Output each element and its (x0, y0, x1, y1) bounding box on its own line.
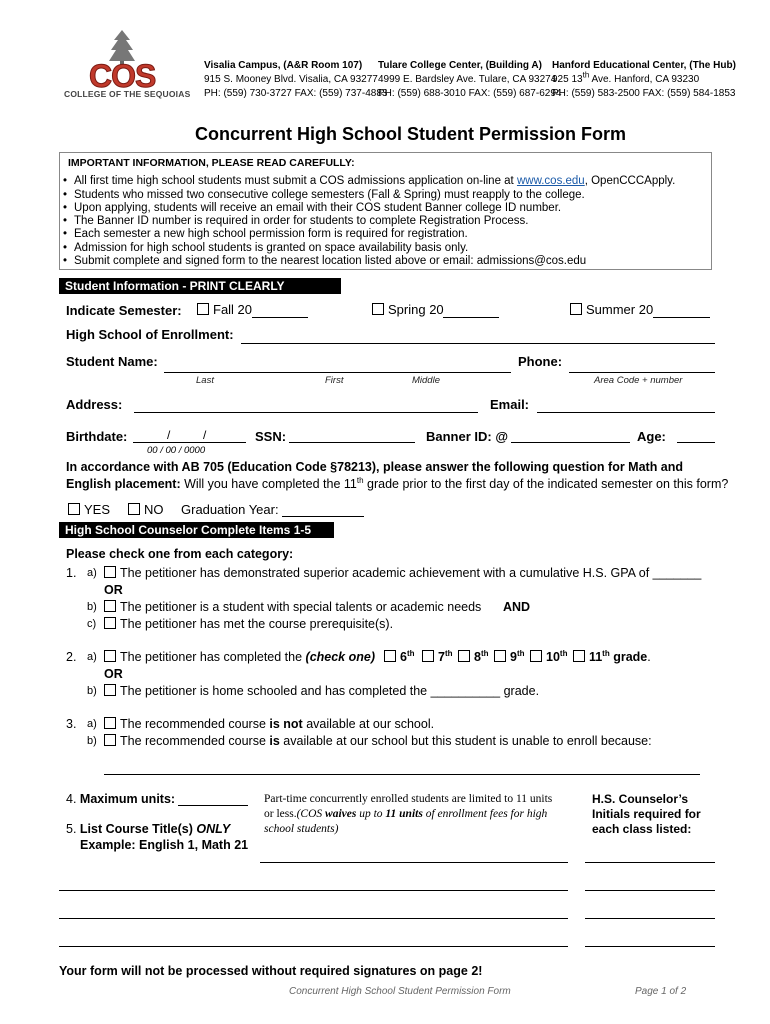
units-note: Part-time concurrently enrolled students are limited to 11 units or less.(COS waives up to 11 units of enrollment fees for high school students) (264, 793, 553, 835)
birthdate-format-hint: 00 / 00 / 0000 (147, 445, 206, 456)
q1c-checkbox[interactable] (104, 617, 116, 629)
first-name-hint: First (325, 375, 344, 386)
campus-name: Tulare College Center, (Building A) (378, 60, 542, 71)
info-bullet: • Students who missed two consecutive college semesters (Fall & Spring) must reapply to the college. (74, 189, 585, 201)
semester-summer[interactable]: Summer 20 (570, 302, 653, 317)
campus-phone: PH: (559) 583-2500 FAX: (559) 584-1853 (552, 88, 736, 99)
campus-name: Hanford Educational Center, (The Hub) (552, 60, 736, 71)
banner-id-input[interactable] (511, 442, 630, 443)
option-letter: c) (87, 618, 97, 630)
ab705-question-line2: English placement: Will you have completed the 11th grade prior to the first day of the indicated semester on this form? (66, 475, 729, 491)
phone-label: Phone: (518, 354, 563, 369)
course-title-input[interactable] (59, 946, 568, 947)
middle-name-hint: Middle (412, 375, 440, 386)
phone-input[interactable] (569, 372, 715, 373)
fall-checkbox[interactable] (197, 303, 209, 315)
course-title-input[interactable] (59, 918, 568, 919)
info-heading: IMPORTANT INFORMATION, PLEASE READ CAREFULLY: (68, 157, 355, 169)
q2b-checkbox[interactable] (104, 684, 116, 696)
grade-6-checkbox[interactable] (384, 650, 396, 662)
option-letter: a) (87, 567, 97, 579)
initials-input[interactable] (585, 862, 715, 863)
counselor-instruction: Please check one from each category: (66, 547, 294, 561)
grade-7-checkbox[interactable] (422, 650, 434, 662)
campus-name: Visalia Campus, (A&R Room 107) (204, 60, 363, 71)
or-label: OR (104, 583, 123, 597)
address-label: Address: (66, 397, 123, 412)
course-title-input[interactable] (260, 862, 568, 863)
q3a-option[interactable]: The recommended course is not available at our school. (104, 717, 434, 731)
signature-warning: Your form will not be processed without required signatures on page 2! (59, 964, 483, 978)
option-letter: a) (87, 718, 97, 730)
item-number: 3. (66, 717, 77, 731)
grade-6-option[interactable]: 6th (384, 650, 415, 664)
no-option[interactable]: NO (128, 502, 164, 517)
initials-input[interactable] (585, 946, 715, 947)
q3-reason-input[interactable] (104, 774, 700, 775)
q1a-checkbox[interactable] (104, 566, 116, 578)
q1b-checkbox[interactable] (104, 600, 116, 612)
max-units-item: 4. Maximum units: (66, 792, 176, 806)
campus-address: 915 S. Mooney Blvd. Visalia, CA 93277 (204, 74, 378, 85)
email-label: Email: (490, 397, 530, 412)
birthdate-input[interactable] (133, 442, 246, 443)
info-bullet: • Submit complete and signed form to the nearest location listed above or email: admissions@cos.edu (74, 255, 586, 267)
summer-year-input[interactable] (653, 317, 710, 318)
grade-8-checkbox[interactable] (458, 650, 470, 662)
spring-checkbox[interactable] (372, 303, 384, 315)
q2b-option[interactable]: The petitioner is home schooled and has completed the __________ grade. (104, 684, 539, 698)
info-bullet: • The Banner ID number is required in order for students to complete Registration Process. (74, 215, 528, 227)
q1c-option[interactable]: The petitioner has met the course prerequisite(s). (104, 617, 393, 631)
grade-8-option[interactable]: 8th (458, 650, 489, 664)
campus-address: 925 13th Ave. Hanford, CA 93230 (552, 70, 700, 85)
logo-text: COS (89, 58, 156, 94)
course-example: Example: English 1, Math 21 (80, 838, 249, 852)
campus-address: 4999 E. Bardsley Ave. Tulare, CA 93274 (378, 74, 557, 85)
high-school-label: High School of Enrollment: (66, 327, 234, 342)
info-bullet: • Upon applying, students will receive an email with their COS student Banner college ID number. (74, 202, 561, 214)
counselor-section-header: High School Counselor Complete Items 1-5 (59, 522, 334, 538)
item-number: 2. (66, 650, 77, 664)
grade-7-option[interactable]: 7th (422, 650, 453, 664)
no-checkbox[interactable] (128, 503, 140, 515)
q2a-option[interactable]: The petitioner has completed the (check one) (104, 650, 375, 664)
info-bullet: • Admission for high school students is granted on space availability basis only. (74, 242, 468, 254)
semester-spring[interactable]: Spring 20 (372, 302, 444, 317)
q1a-option[interactable]: The petitioner has demonstrated superior academic achievement with a cumulative H.S. GPA of _______ (104, 566, 701, 580)
footer-page-number: Page 1 of 2 (635, 986, 687, 997)
student-info-header: Student Information - PRINT CLEARLY (59, 278, 341, 294)
option-letter: b) (87, 601, 97, 613)
graduation-year-label: Graduation Year: (181, 502, 279, 517)
date-separator: / (167, 428, 171, 442)
option-letter: b) (87, 685, 97, 697)
fall-year-input[interactable] (252, 317, 308, 318)
cos-logo (62, 28, 192, 100)
high-school-input[interactable] (241, 343, 715, 344)
grade-10-checkbox[interactable] (530, 650, 542, 662)
grade-9-option[interactable]: 9th (494, 650, 525, 664)
grade-9-checkbox[interactable] (494, 650, 506, 662)
or-label: OR (104, 667, 123, 681)
age-label: Age: (637, 429, 666, 444)
spring-year-input[interactable] (443, 317, 499, 318)
grade-11-option[interactable]: 11th (573, 650, 610, 664)
q3b-checkbox[interactable] (104, 734, 116, 746)
graduation-year-input[interactable] (282, 516, 364, 517)
semester-fall[interactable]: Fall 20 (197, 302, 252, 317)
email-input[interactable] (537, 412, 715, 413)
yes-checkbox[interactable] (68, 503, 80, 515)
item-number: 1. (66, 566, 77, 580)
logo-subtitle: COLLEGE OF THE SEQUOIAS (64, 89, 191, 99)
course-title-input[interactable] (59, 890, 568, 891)
student-name-input[interactable] (164, 372, 511, 373)
last-name-hint: Last (196, 375, 214, 386)
initials-input[interactable] (585, 918, 715, 919)
date-separator: / (203, 428, 207, 442)
and-label: AND (503, 600, 531, 614)
phone-hint: Area Code + number (594, 375, 683, 386)
summer-checkbox[interactable] (570, 303, 582, 315)
cos-website-link[interactable]: www.cos.edu (516, 175, 585, 187)
q3b-option[interactable]: The recommended course is available at our school but this student is unable to enroll because: (104, 734, 652, 748)
grade-10-option[interactable]: 10th (530, 650, 567, 664)
form-title: Concurrent High School Student Permission Form (195, 124, 627, 144)
q2a-checkbox[interactable] (104, 650, 116, 662)
campus-phone: PH: (559) 730-3727 FAX: (559) 737-4883 (204, 88, 388, 99)
grade-options: 6th 7th 8th 9th 10th 11th grade. (384, 650, 651, 664)
initials-input[interactable] (585, 890, 715, 891)
indicate-semester-label: Indicate Semester: (66, 303, 182, 318)
max-units-input[interactable] (178, 805, 248, 806)
ab705-question-line1: In accordance with AB 705 (Education Code §78213), please answer the following question for Math and (66, 460, 684, 474)
option-letter: b) (87, 735, 97, 747)
q1b-option[interactable]: The petitioner is a student with special talents or academic needs (104, 600, 481, 614)
grade-11-checkbox[interactable] (573, 650, 585, 662)
ssn-input[interactable] (289, 442, 415, 443)
address-input[interactable] (134, 412, 478, 413)
birthdate-label: Birthdate: (66, 429, 128, 444)
q3a-checkbox[interactable] (104, 717, 116, 729)
student-name-label: Student Name: (66, 354, 158, 369)
info-bullet: • Each semester a new high school permission form is required for registration. (74, 228, 468, 240)
course-titles-item: 5. List Course Title(s) ONLY (66, 822, 231, 836)
banner-id-label: Banner ID: @ (426, 429, 509, 444)
age-input[interactable] (677, 442, 715, 443)
yes-option[interactable]: YES (68, 502, 110, 517)
campus-phone: PH: (559) 688-3010 FAX: (559) 687-6294 (378, 88, 562, 99)
info-bullet: • All first time high school students must submit a COS admissions application on-line at www.cos.edu, OpenCCCApply. (74, 175, 675, 187)
ssn-label: SSN: (255, 429, 287, 444)
footer-doc-name: Concurrent High School Student Permission Form (289, 986, 511, 997)
counselor-initials-note: H.S. Counselor’s Initials required for each class listed: (592, 792, 701, 836)
option-letter: a) (87, 651, 97, 663)
